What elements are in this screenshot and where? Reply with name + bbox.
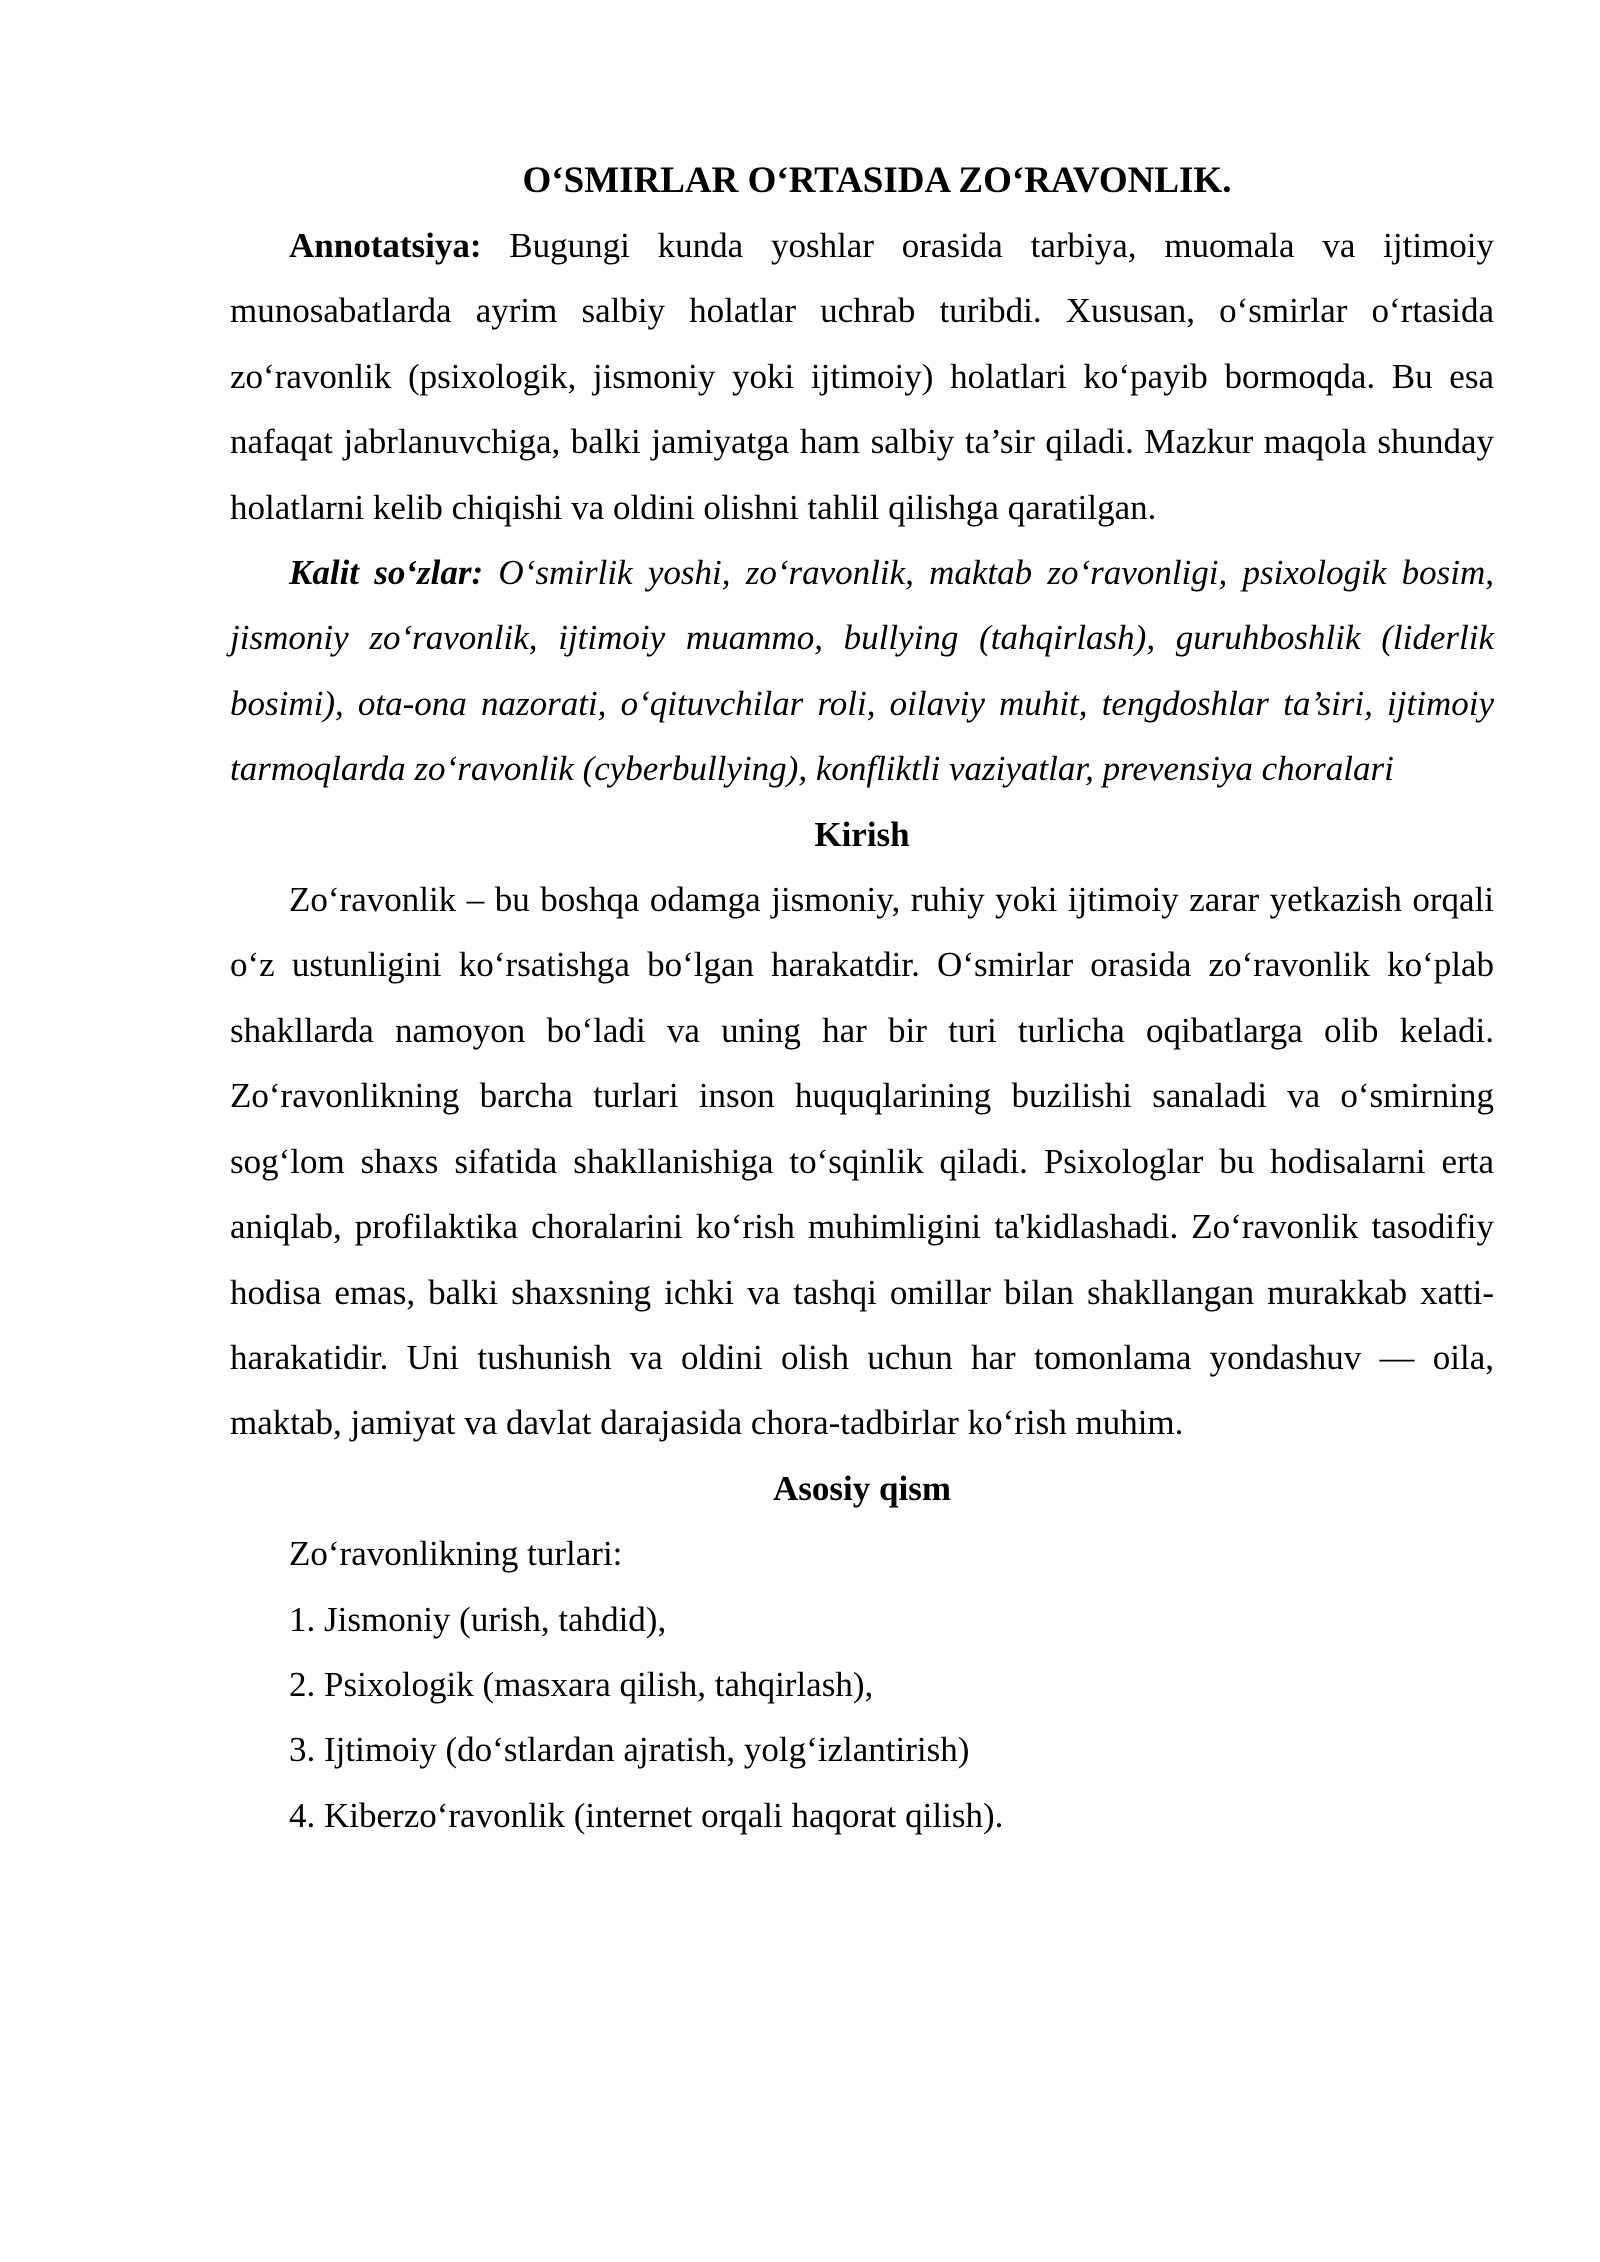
keywords-label: Kalit so‘zlar: — [289, 553, 484, 593]
list-item: 2. Psixologik (masxara qilish, tahqirlash), — [289, 1664, 874, 1704]
keywords-text: O‘smirlik yoshi, zo‘ravonlik, maktab zo‘ravonligi, psixologik bosim, jismoniy zo‘ravonlik, ijtimoiy muammo, bullying (tahqirlash), guruhboshlik (liderlik bosimi), ota-ona nazorati, o‘qituvchilar roli, oilaviy muhit, tengdoshlar ta’siri, ijtimoiy tarmoqlarda zo‘ravonlik (cyberbullying), konfliktli vaziyatlar, prevensiya choralari — [230, 553, 1494, 789]
abstract-text: Bugungi kunda yoshlar orasida tarbiya, muomala va ijtimoiy munosabatlarda ayrim salbiy holatlar uchrab turibdi. Xususan, o‘smirlar o‘rtasida zo‘ravonlik (psixologik, jismoniy yoki ijtimoiy) holatlari ko‘payib bormoqda. Bu esa nafaqat jabrlanuvchiga, balki jamiyatga ham salbiy ta’sir qiladi. Mazkur maqola shunday holatlarni kelib chiqishi va oldini olishni tahlil qilishga qaratilgan. — [230, 226, 1494, 527]
list-item: 3. Ijtimoiy (do‘stlardan ajratish, yolg‘izlantirish) — [289, 1730, 970, 1770]
abstract-label: Annotatsiya: — [289, 226, 482, 265]
types-list — [230, 1587, 1494, 1849]
types-intro: Zo‘ravonlikning turlari: — [289, 1534, 623, 1574]
list-item: 4. Kiberzo‘ravonlik (internet orqali haqorat qilish). — [289, 1795, 1004, 1835]
article-title: O‘SMIRLAR O‘RTASIDA ZO‘RAVONLIK. — [522, 160, 1232, 201]
main-heading: Asosiy qism — [773, 1468, 951, 1508]
list-item: 1. Jismoniy (urish, tahdid), — [289, 1599, 667, 1639]
introduction-heading: Kirish — [814, 814, 910, 854]
introduction-paragraph: Zo‘ravonlik – bu boshqa odamga jismoniy, ruhiy yoki ijtimoiy zarar yetkazish orqali o‘z ustunligini ko‘rsatishga bo‘lgan harakatdir. O‘smirlar orasida zo‘ravonlik ko‘plab shakllarda namoyon bo‘ladi va uning har bir turi turlicha oqibatlarga olib keladi. Zo‘ravonlikning barcha turlari inson huquqlarining buzilishi sanaladi va o‘smirning sog‘lom shaxs sifatida shakllanishiga to‘sqinlik qiladi. Psixologlar bu hodisalarni erta aniqlab, profilaktika choralarini ko‘rish muhimligini ta'kidlashadi. Zo‘ravonlik tasodifiy hodisa emas, balki shaxsning ichki va tashqi omillar bilan shakllangan murakkab xatti-harakatidir. Uni tushunish va oldini olish uchun har tomonlama yondashuv — oila, maktab, jamiyat va davlat darajasida chora-tadbirlar ko‘rish muhim. — [230, 880, 1494, 1443]
keywords-paragraph — [230, 540, 1494, 802]
document-page — [230, 148, 1494, 1848]
abstract-paragraph — [230, 213, 1494, 540]
